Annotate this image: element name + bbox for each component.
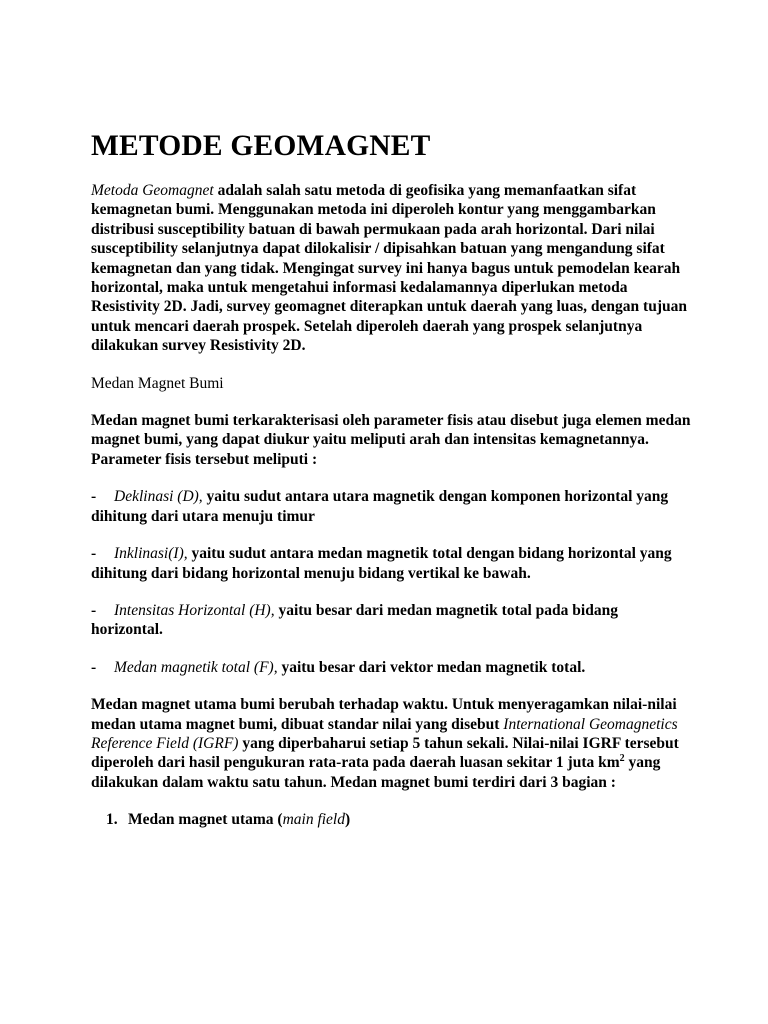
bullet-term: Inklinasi(I), [114, 545, 188, 563]
igrf-text-3: yang dilakukan dalam waktu satu tahun. Medan magnet bumi terdiri dari 3 bagian : [91, 754, 661, 791]
bullet-text: yaitu sudut antara utara magnetik dengan komponen horizontal yang dihitung dari utara menuju timur [91, 488, 669, 525]
intro-italic-lead: Metoda Geomagnet [91, 182, 214, 199]
section-paragraph: Medan magnet bumi terkarakterisasi oleh parameter fisis atau disebut juga elemen medan magnet bumi, yang dapat diukur yaitu meliputi arah dan intensitas kemagnetannya. Parameter fisis tersebut meliputi : [91, 412, 691, 468]
bullet-dash: - [91, 658, 97, 676]
intro-paragraph [91, 181, 691, 356]
bullet-term: Medan magnetik total (F), [114, 658, 278, 676]
numbered-text: Medan magnet utama ( [128, 811, 283, 829]
igrf-text-2: yang diperbaharui setiap 5 tahun sekali. Nilai-nilai IGRF tersebut diperoleh dari hasil pengukuran rata-rata pada daerah luasan sekitar 1 juta km [91, 734, 679, 772]
superscript-2: 2 [619, 753, 625, 765]
bullet-item-inclination [91, 544, 691, 583]
bullet-text: yaitu besar dari vektor medan magnetik total. [277, 658, 586, 676]
document-title: METODE GEOMAGNET [91, 130, 431, 162]
bullet-term: Deklinasi (D), [114, 488, 203, 506]
numbered-italic: main field [282, 811, 345, 829]
list-number: 1. [106, 811, 118, 829]
bullet-term: Intensitas Horizontal (H), [114, 601, 275, 619]
bullet-text: yaitu sudut antara medan magnetik total dengan bidang horizontal yang dihitung dari bidang horizontal menuju bidang vertikal ke bawah. [91, 545, 672, 582]
bullet-item-horizontal-intensity [91, 601, 691, 640]
igrf-italic: International Geomagnetics Reference Field (IGRF) [91, 715, 678, 752]
intro-text: adalah salah satu metoda di geofisika yang memanfaatkan sifat kemagnetan bumi. Menggunakan metoda ini diperoleh kontur yang menggambarkan distribusi susceptibility batuan di bawah permukaan pada arah horizontal. Dari nilai susceptibility selanjutnya dapat dilokalisir / dipisahkan batuan yang mengandung sifat kemagnetan dan yang tidak. Mengingat survey ini hanya bagus untuk pemodelan kearah horizontal, maka untuk mengetahui informasi kedalamannya diperlukan metoda Resistivity 2D. Jadi, survey geomagnet diterapkan untuk daerah yang luas, dengan tujuan untuk mencari daerah prospek. Setelah diperoleh daerah yang prospek selanjutnya dilakukan survey Resistivity 2D. [91, 182, 687, 355]
bullet-item-total-field [91, 658, 691, 677]
bullet-dash: - [91, 488, 97, 506]
section-heading: Medan Magnet Bumi [91, 374, 224, 392]
bullet-dash: - [91, 545, 97, 563]
document-body [91, 128, 691, 848]
numbered-close: ) [345, 811, 351, 829]
igrf-text-1: Medan magnet utama bumi berubah terhadap waktu. Untuk menyeragamkan nilai-nilai medan utama magnet bumi, dibuat standar nilai yang disebut [91, 696, 677, 733]
bullet-dash: - [91, 601, 97, 619]
bullet-item-declination [91, 487, 691, 526]
igrf-paragraph [91, 695, 691, 792]
bullet-text: yaitu besar dari medan magnetik total pada bidang horizontal. [91, 601, 618, 639]
numbered-item-main-field [91, 810, 691, 829]
